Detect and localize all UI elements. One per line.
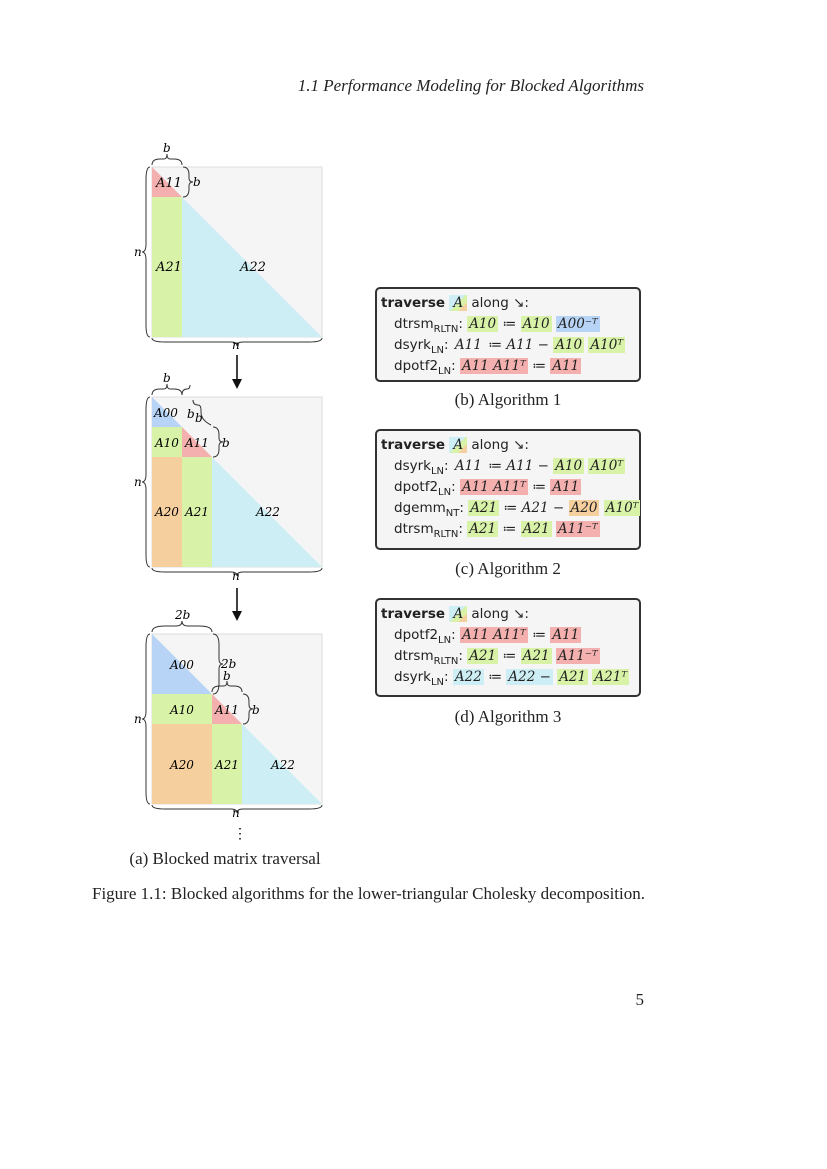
algorithm-line: dtrsm$_{RLTN}$: A10 ≔ A10 A00⁻ᵀ	[394, 316, 598, 335]
lhs: A21	[469, 648, 497, 664]
routine-name: dpotf2	[394, 358, 439, 374]
brace-left	[142, 634, 150, 804]
assign-op: ≔	[503, 500, 518, 516]
label-2b-top: 2b	[175, 608, 191, 622]
brace-left	[142, 397, 150, 567]
rhs-term: A20	[570, 500, 598, 516]
routine-sub: LN	[438, 635, 452, 646]
label-A21: A21	[156, 260, 182, 275]
rhs-term: A11 −	[506, 337, 549, 353]
routine-name: dtrsm	[394, 316, 434, 332]
assign-op: ≔	[502, 316, 517, 332]
rhs-term: A21 −	[521, 500, 565, 516]
assign-op: ≔	[532, 358, 547, 374]
running-header: 1.1 Performance Modeling for Blocked Algorithms	[297, 76, 644, 95]
label-A22: A22	[271, 758, 295, 772]
algorithm-line: dtrsm$_{RLTN}$: A21 ≔ A21 A11⁻ᵀ	[394, 521, 598, 540]
label-A22: A22	[256, 505, 280, 519]
rhs-term: A10ᵀ	[590, 458, 624, 474]
rhs-term: A11⁻ᵀ	[557, 521, 598, 537]
algorithm-line: dsyrk$_{LN}$: A22 ≔ A22 − A21 A21ᵀ	[394, 669, 628, 688]
matrix-A-glyph: A	[449, 606, 467, 622]
assign-op: ≔	[488, 337, 503, 353]
algorithm-line: $dpotf2_{LN}$: A11 A11ᵀ ≔ A11	[394, 358, 580, 377]
routine-name: dtrsm	[394, 521, 434, 537]
routine-sub: LN	[438, 366, 452, 377]
routine-sub: RLTN	[433, 656, 459, 667]
brace-top	[152, 154, 182, 165]
assign-op: ≔	[488, 458, 503, 474]
down-arrow-1-head	[232, 379, 242, 389]
lhs: A10	[469, 316, 497, 332]
algorithm-line: dtrsm$_{RLTN}$: A21 ≔ A21 A11⁻ᵀ	[394, 648, 598, 667]
traverse-header	[381, 604, 639, 625]
vertical-ellipsis: ⋮	[233, 826, 247, 842]
label-A20: A20	[170, 758, 194, 772]
label-A20: A20	[155, 505, 179, 519]
assign-op: ≔	[502, 648, 517, 664]
label-A21: A21	[215, 758, 239, 772]
caption-d: (d) Algorithm 3	[454, 707, 562, 726]
label-n-side: n	[134, 245, 142, 259]
rhs-term: A10ᵀ	[590, 337, 624, 353]
traverse-header	[381, 435, 639, 456]
lhs: A11 A11ᵀ	[461, 627, 526, 643]
diagonal-arrow-icon: ↘	[513, 437, 525, 453]
rhs-term: A11⁻ᵀ	[557, 648, 598, 664]
brace-top-2b	[152, 621, 212, 632]
lhs: A21	[469, 521, 497, 537]
label-b-top: b	[163, 141, 171, 155]
traverse-header	[381, 293, 639, 314]
figure-caption: Figure 1.1: Blocked algorithms for the lower-triangular Cholesky decomposition.	[92, 884, 645, 903]
label-b-side: b	[222, 436, 230, 450]
matrix-A-glyph: A	[449, 437, 467, 453]
diagonal-arrow-icon: ↘	[513, 606, 525, 622]
label-A11: A11	[185, 436, 209, 450]
rhs-term: A11	[552, 627, 580, 643]
rhs-term: A10	[555, 337, 583, 353]
along-word: along	[471, 606, 509, 622]
stage-1	[134, 141, 322, 352]
algorithm-1-panel	[375, 287, 641, 382]
label-b-mid: b	[187, 407, 195, 421]
routine-sub: RLTN	[433, 324, 459, 335]
algorithm-line: $dpotf2_{LN}$: A11 A11ᵀ ≔ A11	[394, 479, 580, 498]
label-A11: A11	[156, 176, 182, 191]
routine-sub: LN	[438, 487, 452, 498]
matrix-A-glyph: A	[449, 295, 467, 311]
lhs: A21	[470, 500, 498, 516]
brace-left	[142, 167, 150, 337]
label-n-side: n	[134, 475, 142, 489]
routine-name: dtrsm	[394, 648, 434, 664]
label-2b-side: 2b	[221, 657, 237, 671]
label-A10: A10	[155, 436, 179, 450]
label-A11: A11	[215, 703, 239, 717]
lhs: A11	[454, 458, 482, 474]
algorithm-line: dsyrk$_{LN}$: A11 ≔ A11 − A10 A10ᵀ	[394, 337, 624, 356]
stage-3	[134, 608, 322, 842]
label-b-side: b	[193, 175, 201, 189]
rhs-term: A11	[552, 358, 580, 374]
rhs-term: A11	[552, 479, 580, 495]
rhs-term: A22 −	[508, 669, 551, 685]
label-n-bottom: n	[232, 338, 240, 352]
routine-sub: LN	[430, 677, 445, 688]
routine-sub: LN	[430, 345, 445, 356]
routine-name: dsyrk	[394, 458, 431, 474]
routine-name: dgemm	[394, 500, 446, 516]
routine-name: dsyrk	[394, 337, 431, 353]
page-number: 5	[635, 990, 644, 1009]
algorithm-line: dsyrk$_{LN}$: A11 ≔ A11 − A10 A10ᵀ	[394, 458, 624, 477]
label-A10: A10	[170, 703, 194, 717]
label-A21: A21	[185, 505, 209, 519]
assign-op: ≔	[532, 627, 547, 643]
algorithm-3-panel	[375, 598, 641, 697]
routine-name: dpotf2	[394, 479, 439, 495]
caption-b: (b) Algorithm 1	[454, 390, 562, 409]
algorithm-line: dgemm$_{NT}$: A21 ≔ A21 − A20 A10ᵀ	[394, 500, 639, 519]
rhs-term: A21	[522, 648, 550, 664]
along-word: along	[471, 437, 509, 453]
rhs-term: A00⁻ᵀ	[557, 316, 598, 332]
rhs-term: A21	[559, 669, 587, 685]
along-word: along	[471, 295, 509, 311]
rhs-term: A11 −	[506, 458, 549, 474]
colon: :	[524, 295, 529, 311]
lhs: A11 A11ᵀ	[461, 479, 526, 495]
rhs-term: A21ᵀ	[594, 669, 628, 685]
rhs-term: A10	[522, 316, 550, 332]
label-b-top: b	[163, 371, 171, 385]
label-A22: A22	[240, 260, 266, 275]
diagonal-arrow-icon: ↘	[513, 295, 525, 311]
label-n-side: n	[134, 712, 142, 726]
routine-sub: LN	[430, 466, 445, 477]
brace-top	[152, 384, 182, 395]
colon: :	[524, 606, 529, 622]
traverse-keyword: traverse	[381, 437, 446, 453]
caption-a: (a) Blocked matrix traversal	[129, 849, 321, 868]
label-b-side: b	[252, 703, 260, 717]
assign-op: ≔	[502, 521, 517, 537]
routine-sub: NT	[445, 508, 460, 519]
blocked-matrix-diagram	[125, 140, 335, 850]
label-n-bottom: n	[232, 806, 240, 820]
lhs: A11	[454, 337, 482, 353]
caption-c: (c) Algorithm 2	[455, 559, 561, 578]
lhs: A22	[454, 669, 482, 685]
algorithm-2-panel	[375, 429, 641, 550]
routine-name: dsyrk	[394, 669, 431, 685]
rhs-term: A10	[555, 458, 583, 474]
stage-2	[134, 371, 322, 583]
rhs-term: A10ᵀ	[605, 500, 639, 516]
label-A00: A00	[154, 406, 178, 420]
traverse-keyword: traverse	[381, 606, 446, 622]
assign-op: ≔	[532, 479, 547, 495]
rhs-term: A21	[522, 521, 550, 537]
label-n-bottom: n	[232, 569, 240, 583]
down-arrow-2-head	[232, 611, 242, 621]
algorithm-line: $dpotf2_{LN}$: A11 A11ᵀ ≔ A11	[394, 627, 580, 646]
lhs: A11 A11ᵀ	[461, 358, 526, 374]
routine-sub: RLTN	[433, 529, 459, 540]
brace-mid-1	[182, 385, 190, 395]
routine-name: dpotf2	[394, 627, 439, 643]
label-A00: A00	[170, 658, 194, 672]
label-b-top: b	[223, 669, 231, 683]
colon: :	[524, 437, 529, 453]
label-b-mid2: b	[195, 411, 203, 425]
traverse-keyword: traverse	[381, 295, 446, 311]
assign-op: ≔	[488, 669, 503, 685]
